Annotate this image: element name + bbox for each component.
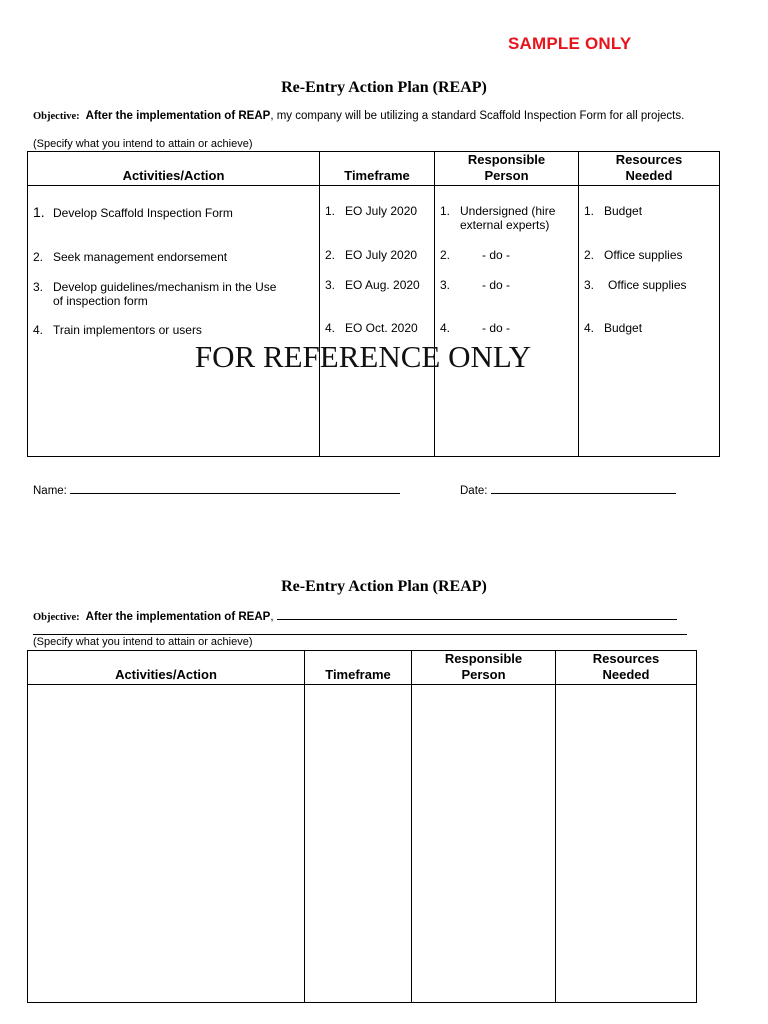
timeframe-cell <box>320 186 435 457</box>
timeframe-item: 2. EO July 2020 <box>325 248 418 262</box>
blank-activities-cell[interactable] <box>28 685 305 1003</box>
sample-plan-table <box>27 151 720 457</box>
blank-header-row <box>28 651 697 685</box>
objective-blank-line <box>277 609 677 620</box>
for-reference-watermark: FOR REFERENCE ONLY <box>194 339 532 374</box>
objective-second-line <box>33 634 687 635</box>
sample-specify-note: (Specify what you intend to attain or achieve) <box>33 138 253 150</box>
activity-item: 3. Develop guidelines/mechanism in the Use of inspection form <box>33 280 277 308</box>
header-responsible: Responsible Person <box>435 152 579 186</box>
objective-sep: , <box>270 611 274 623</box>
objective-label: Objective: <box>33 612 80 623</box>
timeframe-item: 3. EO Aug. 2020 <box>325 278 420 292</box>
name-field <box>33 483 400 497</box>
blank-resources-cell[interactable] <box>556 685 697 1003</box>
name-line <box>70 483 400 494</box>
resource-item: 3. Office supplies <box>584 278 687 292</box>
activity-item: 1. Develop Scaffold Inspection Form <box>33 204 233 220</box>
objective-lead: After the implementation of REAP <box>85 110 271 122</box>
sample-header-row <box>28 152 720 186</box>
activities-cell <box>28 186 320 457</box>
resource-item: 4. Budget <box>584 321 643 335</box>
blank-form-title: Re-Entry Action Plan (REAP) <box>281 578 487 595</box>
header-activities: Activities/Action <box>28 651 305 685</box>
sample-objective <box>33 110 684 122</box>
name-label: Name: <box>33 485 67 497</box>
header-timeframe: Timeframe <box>320 152 435 186</box>
blank-timeframe-cell[interactable] <box>305 685 412 1003</box>
timeframe-item: 4. EO Oct. 2020 <box>325 321 418 335</box>
activity-item: 2. Seek management endorsement <box>33 250 228 264</box>
blank-specify-note: (Specify what you intend to attain or achieve) <box>33 636 253 648</box>
activity-item: 4. Train implementors or users <box>33 323 202 337</box>
blank-responsible-cell[interactable] <box>412 685 556 1003</box>
blank-plan-table <box>27 650 697 1003</box>
header-responsible: Responsible Person <box>412 651 556 685</box>
resources-cell <box>579 186 720 457</box>
sample-only-stamp: SAMPLE ONLY <box>508 34 632 53</box>
responsible-cell <box>435 186 579 457</box>
header-timeframe: Timeframe <box>305 651 412 685</box>
objective-text: , my company will be utilizing a standard Scaffold Inspection Form for all projects. <box>270 110 685 122</box>
blank-body-row <box>28 685 697 1003</box>
resource-item: 1. Budget <box>584 204 643 218</box>
header-resources: Resources Needed <box>556 651 697 685</box>
sample-body-row <box>28 186 720 457</box>
responsible-item: 1. Undersigned (hire external experts) <box>440 204 556 232</box>
date-field <box>460 483 676 497</box>
header-activities: Activities/Action <box>28 152 320 186</box>
resource-item: 2. Office supplies <box>584 248 683 262</box>
objective-lead: After the implementation of REAP <box>85 611 271 623</box>
date-line <box>491 483 676 494</box>
responsible-item: 2. - do - <box>440 248 511 262</box>
timeframe-item: 1. EO July 2020 <box>325 204 418 218</box>
objective-label: Objective: <box>33 111 80 122</box>
sample-form-title: Re-Entry Action Plan (REAP) <box>281 79 487 96</box>
date-label: Date: <box>460 485 488 497</box>
responsible-item: 3. - do - <box>440 278 511 292</box>
blank-objective <box>33 609 677 623</box>
header-resources: Resources Needed <box>579 152 720 186</box>
responsible-item: 4. - do - <box>440 321 511 335</box>
